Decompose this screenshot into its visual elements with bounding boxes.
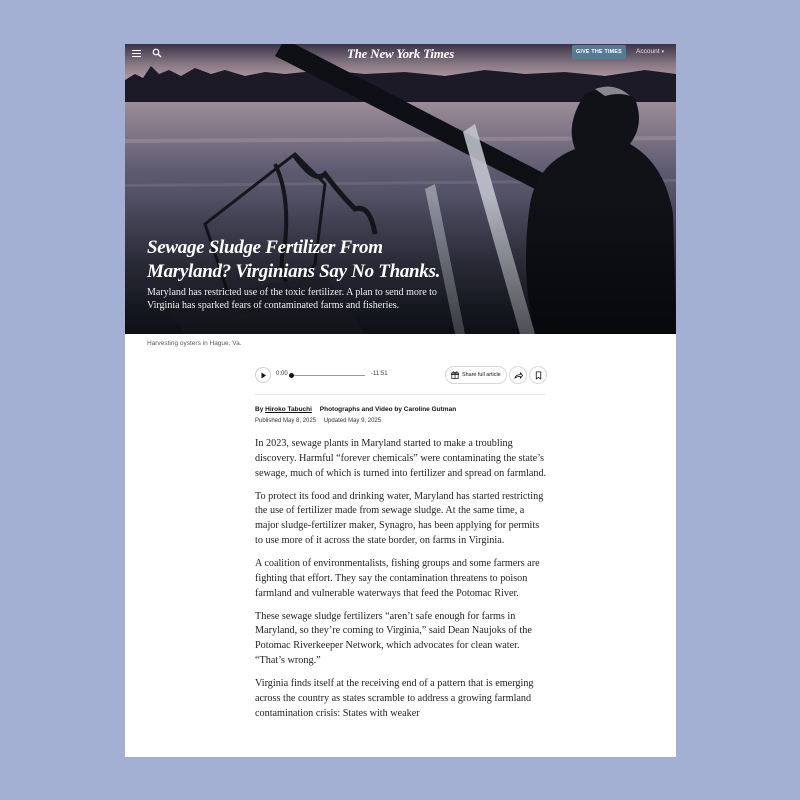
image-caption: Harvesting oysters in Hague, Va. [147, 340, 242, 347]
give-the-times-button[interactable]: GIVE THE TIMES [572, 45, 626, 59]
chevron-down-icon: ▾ [661, 49, 665, 55]
article-paragraph: Virginia finds itself at the receiving end of a pattern that is emerging across the country as states scramble to address a growing farmland contamination crisis: States with weaker [255, 677, 534, 719]
play-icon [260, 372, 267, 379]
published-date: Published May 8, 2025 [255, 418, 317, 424]
play-button[interactable] [255, 367, 271, 383]
share-button[interactable] [509, 366, 527, 384]
current-time: 0:00 [276, 371, 288, 377]
remaining-time: -11:51 [371, 371, 388, 377]
updated-date: Updated May 9, 2025 [323, 418, 382, 424]
gift-icon [451, 371, 459, 379]
article-dates [255, 418, 381, 424]
audio-divider [255, 394, 545, 395]
bookmark-icon [534, 371, 543, 380]
article-page [125, 44, 676, 757]
save-button[interactable] [529, 366, 547, 384]
hero-image [125, 44, 676, 334]
share-full-article-label: Share full article [462, 372, 501, 378]
masthead-logo[interactable]: The New York Times [346, 46, 455, 61]
account-menu[interactable] [636, 48, 664, 55]
article-headline [147, 236, 447, 284]
article-paragraph: A coalition of environmentalists, fishing groups and some farmers are fighting that effort. They say the contamination threatens to poison farmland and vulnerable waterways that feed the Potomac River. [255, 557, 540, 599]
article-summary: Maryland has restricted use of the toxic fertilizer. A plan to send more to Virginia has sparked fears of contaminated farms and fisheries. [147, 287, 437, 311]
share-arrow-icon [514, 371, 523, 380]
account-label: Account [636, 48, 660, 55]
photo-credit: Photographs and Video by Caroline Gutman [319, 406, 457, 413]
byline-by: By [255, 406, 264, 413]
byline [255, 406, 456, 413]
audio-player [255, 365, 545, 389]
share-full-article-button[interactable] [445, 366, 507, 384]
audio-scrubber-handle[interactable] [289, 373, 294, 378]
author-link[interactable]: Hiroko Tabuchi [265, 406, 312, 413]
article-paragraph: To protect its food and drinking water, Maryland has started restricting the use of fertilizer made from sewage sludge. At the same time, a major sludge-fertilizer maker, Synagro, has been applying for permits to use more of it across the state border, on farms in Virginia. [255, 490, 544, 546]
top-navigation-bar [125, 44, 676, 64]
headline-line-2: Maryland? Virginians Say No Thanks. [147, 261, 441, 282]
article-paragraph: In 2023, sewage plants in Maryland started to make a troubling discovery. Harmful “forever chemicals” were contaminating the state’s sewage, much of which is turned into fertilizer and spread on farmland. [255, 438, 547, 479]
article-paragraph: These sewage sludge fertilizers “aren’t safe enough for farms in Maryland, so they’re coming to Virginia,” said Dean Naujoks of the Potomac Riverkeeper Network, which advocates for clean water. “That’s wrong.” [255, 610, 532, 666]
article-body [255, 437, 547, 729]
audio-progress-track[interactable] [291, 375, 365, 376]
headline-line-1: Sewage Sludge Fertilizer From [147, 237, 383, 258]
